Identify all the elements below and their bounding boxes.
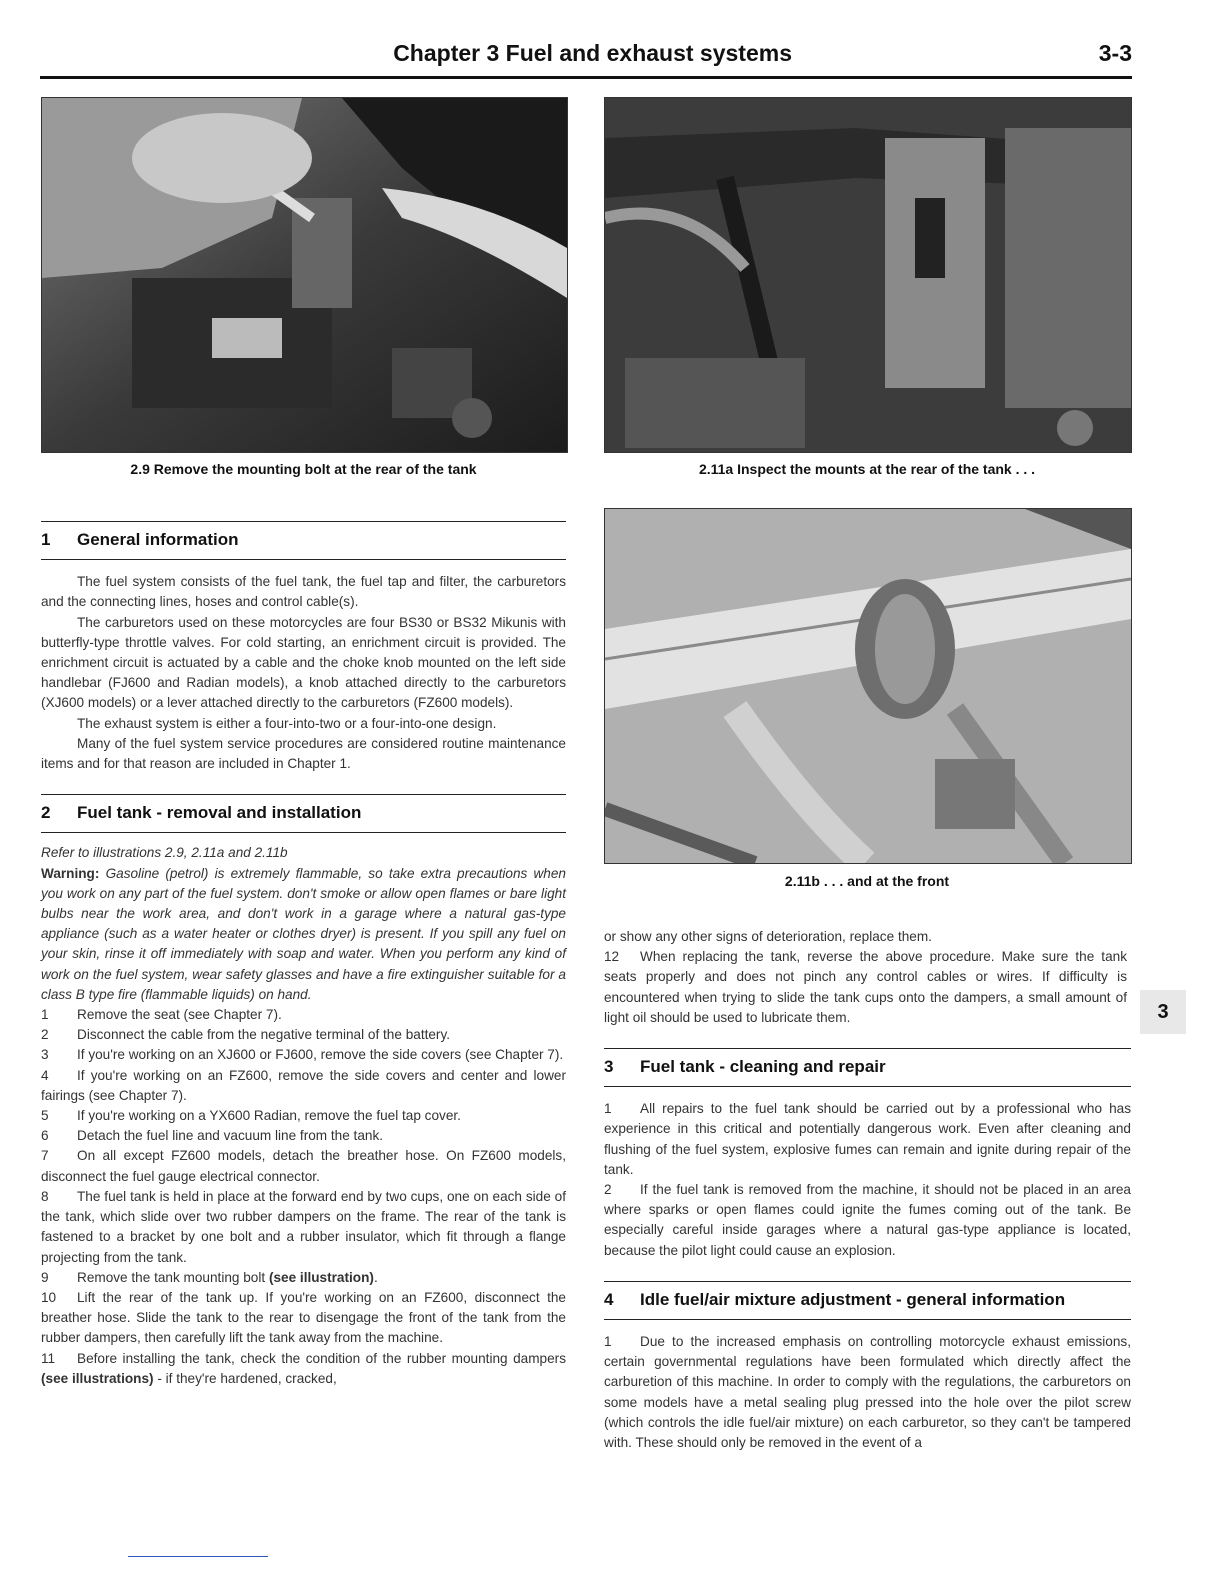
left-column [41, 521, 566, 1389]
section-3-heading [604, 1048, 1131, 1087]
step: 4 If you're working on an FZ600, remove the side covers and center and lower fairings (see Chapter 7). [41, 1067, 566, 1103]
section-title: Fuel tank - cleaning and repair [640, 1057, 886, 1077]
paragraph: The carburetors used on these motorcycles are four BS30 or BS32 Mikunis with butterfly-type throttle valves. For cold starting, an enrichment circuit is provided. The enrichment circuit is actuated by a cable and the choke knob mounted on the left side handlebar (FJ600 and Radian models), a knob attached directly to the carburetors (XJ600 models) or a lever attached directly to the carburetors (FZ600 models). [41, 614, 566, 711]
chapter-tab: 3 [1140, 990, 1186, 1034]
warning-label: Warning: [41, 865, 100, 881]
caption-fig-2-11b: 2.11b . . . and at the front [784, 873, 950, 889]
section-title: General information [77, 530, 239, 549]
right-column [604, 927, 1131, 1453]
section-4-heading [604, 1281, 1131, 1320]
caption-fig-2-9: 2.9 Remove the mounting bolt at the rear of the tank [130, 461, 477, 477]
section-number: 4 [604, 1289, 614, 1309]
paragraph: Many of the fuel system service procedures are considered routine maintenance items and for that reason are included in Chapter 1. [41, 735, 566, 772]
step: 9 Remove the tank mounting bolt (see illustration). [41, 1269, 378, 1285]
photo-fig-2-11a [604, 97, 1132, 453]
step: 2 If the fuel tank is removed from the machine, it should not be placed in an area where sparks or open flames could ignite the fumes coming out of the tank. Be especially careful inside garages where a natural gas-type appliance is located, because the pilot light could cause an explosion. [604, 1182, 1131, 1258]
page-header [40, 36, 1132, 79]
photo-fig-2-11b [604, 508, 1132, 864]
footer-rule [128, 1556, 268, 1557]
section-1-heading [41, 521, 566, 560]
chapter-title: Chapter 3 Fuel and exhaust systems [393, 40, 792, 66]
illustration-reference: Refer to illustrations 2.9, 2.11a and 2.11b [41, 845, 288, 861]
page-number: 3-3 [1098, 40, 1132, 66]
section-number: 2 [41, 803, 51, 823]
section-2-heading [41, 794, 566, 833]
step: 1 Due to the increased emphasis on controlling motorcycle exhaust emissions, certain governmental regulations have been formulated which directly affect the carburetion of this machine. In order to comply with the regulations, the carburetors on some models have a metal sealing plug pressed into the hole over the pilot screw (which controls the idle fuel/air mixture) on each carburetor, so they can't be tampered with. These should only be removed in the event of a [604, 1334, 1131, 1451]
photo-fig-2-9 [41, 97, 568, 453]
step: 1 Remove the seat (see Chapter 7). [41, 1007, 282, 1023]
paragraph: The exhaust system is either a four-into-two or a four-into-one design. [77, 715, 497, 731]
illustration-link[interactable]: (see illustration) [268, 1269, 374, 1285]
paragraph: The fuel system consists of the fuel tank, the fuel tap and filter, the carburetors and the connecting lines, hoses and control cable(s). [41, 574, 566, 610]
step: 7 On all except FZ600 models, detach the breather hose. On FZ600 models, disconnect the fuel gauge electrical connector. [41, 1148, 566, 1184]
step: 12 When replacing the tank, reverse the above procedure. Make sure the tank seats properly and does not pinch any control cables or wires. If difficulty is encountered when trying to slide the tank cups onto the dampers, a small amount of light oil should be used to lubricate them. [604, 949, 1127, 1025]
section-number: 1 [41, 530, 51, 549]
warning-paragraph [41, 864, 566, 1005]
caption-fig-2-11a: 2.11a Inspect the mounts at the rear of the tank . . . [698, 461, 1036, 477]
section-title: Fuel tank - removal and installation [77, 803, 362, 823]
section-number: 3 [604, 1057, 614, 1077]
continued-text: or show any other signs of deterioration, replace them. [604, 929, 932, 944]
step: 6 Detach the fuel line and vacuum line from the tank. [41, 1128, 384, 1144]
step: 1 All repairs to the fuel tank should be carried out by a professional who has experience in this critical and potentially dangerous work. Even after cleaning and flushing of the fuel system, explosive fumes can remain and ignite during repair of the tank. [604, 1101, 1131, 1177]
warning-text: Gasoline (petrol) is extremely flammable, so take extra precautions when you work on any part of the fuel system. don't smoke or allow open flames or bare light bulbs near the work area, and don't work in a garage where a natural gas-type appliance (such as a water heater or clothes dryer) is present. If you spill any fuel on your skin, rinse it off immediately with soap and water. When you perform any kind of work on the fuel system, wear safety glasses and have a fire extinguisher suitable for a class B type fire (flammable liquids) on hand. [41, 865, 566, 1002]
step: 2 Disconnect the cable from the negative terminal of the battery. [41, 1027, 451, 1043]
step: 10 Lift the rear of the tank up. If you're working on an FZ600, disconnect the breather hose. Slide the tank to the rear to disengage the front of the tank from the rubber dampers, then carefully lift the tank away from the machine. [41, 1289, 566, 1346]
step: 11 Before installing the tank, check the condition of the rubber mounting dampers (see illustrations) - if they're hardened, cracked, [41, 1350, 566, 1386]
section-title: Idle fuel/air mixture adjustment - general information [640, 1289, 1066, 1309]
step: 3 If you're working on an XJ600 or FJ600, remove the side covers (see Chapter 7). [41, 1047, 564, 1063]
illustration-link[interactable]: (see illustrations) [41, 1370, 154, 1386]
step: 5 If you're working on a YX600 Radian, remove the fuel tap cover. [41, 1108, 461, 1124]
step: 8 The fuel tank is held in place at the forward end by two cups, one on each side of the tank, which slide over two rubber dampers on the frame. The rear of the tank is fastened to a bracket by one bolt and a rubber insulator, which fit through a flange projecting from the tank. [41, 1188, 566, 1265]
